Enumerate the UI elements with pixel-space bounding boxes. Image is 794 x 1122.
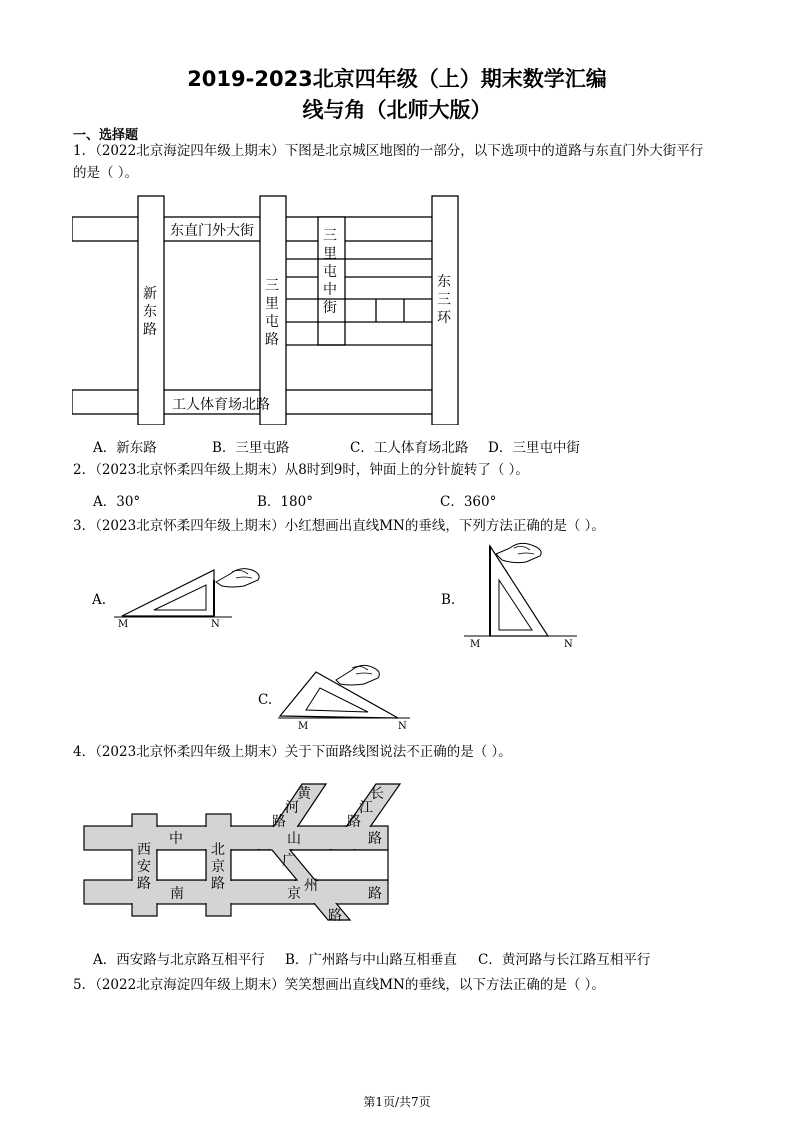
question-5-text: 5．（2022北京海淀四年级上期末）笑笑想画出直线MN的垂线，以下方法正确的是（ ）。 [73,977,605,993]
q4-option-c: C．黄河路与长江路互相平行 [478,952,651,968]
map-label-nanjing-lu: 路 [368,886,382,902]
q4-option-a: A．西安路与北京路互相平行 [93,952,265,968]
char: 路 [211,876,225,892]
q1-street-map [72,195,462,425]
map-label-guang: 广 [282,853,296,869]
section-heading: 一、选择题 [73,128,139,143]
char: 安 [137,859,151,875]
char: 里 [323,246,337,262]
char: 西 [137,842,151,858]
point-n-label: N [211,619,220,630]
page-title: 2019-2023北京四年级（上）期末数学汇编 [187,67,607,91]
map-label-he: 河 [285,800,299,816]
q1-option-a: A．新东路 [93,440,157,456]
map-label-dongzhimen: 东直门外大街 [170,223,254,239]
q1-option-b: B．三里屯路 [212,440,290,456]
map-label-chang: 长 [370,786,384,802]
question-1-line-1: 1．（2022北京海淀四年级上期末）下图是北京城区地图的一部分，以下选项中的道路与东直门外大街平行 [73,143,704,159]
char: 路 [143,322,157,338]
char: 京 [211,859,225,875]
map-label-jing: 京 [287,886,301,902]
char: 东 [143,304,157,320]
point-m-label: M [298,721,309,732]
map-label-dongsanhuan [437,273,453,327]
question-1-text [73,140,733,184]
map-label-huang: 黄 [297,786,311,802]
point-n-label: N [398,721,407,732]
point-m-label: M [118,619,129,630]
char: 新 [143,286,157,302]
question-2-text: 2．（2023北京怀柔四年级上期末）从8时到9时，钟面上的分针旋转了（ ）。 [73,462,529,478]
char: 三 [265,278,279,294]
map-label-jiang: 江 [359,800,373,816]
char: 中 [323,282,337,298]
map-label-xindong-road [143,285,159,339]
map-label-xian-road [137,842,153,893]
char: 三 [323,228,337,244]
map-label-sanlitun-road [265,277,281,349]
question-3-text: 3．（2023北京怀柔四年级上期末）小红想画出直线MN的垂线，下列方法正确的是（ ）。 [73,518,605,534]
char: 屯 [323,264,337,280]
map-label-zhou: 州 [304,878,318,894]
char: 街 [323,300,337,316]
q1-option-c: C．工人体育场北路 [350,440,469,456]
map-label-gongti-beilu: 工人体育场北路 [172,397,270,413]
q2-option-b: B．180° [257,494,313,510]
char: 环 [437,310,451,326]
q4-route-map [82,780,412,935]
q3-option-a-label: A. [92,592,107,608]
map-label-sanlitun-zhongjie [323,227,339,317]
q3-figure-b [462,540,592,655]
char: 三 [437,292,451,308]
map-label-huanghe-lu: 路 [272,814,286,830]
map-label-changjiang-lu: 路 [347,814,361,830]
question-4-text: 4．（2023北京怀柔四年级上期末）关于下面路线图说法不正确的是（ ）。 [73,744,512,760]
q3-figure-a [112,560,272,636]
point-n-label: N [564,639,573,650]
q4-option-b: B．广州路与中山路互相垂直 [285,952,457,968]
page-subtitle: 线与角（北师大版） [302,98,492,122]
char: 北 [211,842,225,858]
char: 路 [265,332,279,348]
char: 路 [137,876,151,892]
q2-option-a: A．30° [93,494,141,510]
char: 里 [265,296,279,312]
q3-option-c-label: C. [258,692,273,708]
q1-option-d: D．三里屯中街 [488,440,580,456]
char: 东 [437,274,451,290]
map-label-shan: 山 [287,831,301,847]
q3-figure-c [276,660,416,738]
q3-option-b-label: B. [441,592,456,608]
map-label-nan: 南 [170,886,184,902]
map-label-zhongshan-lu: 路 [368,831,382,847]
q2-option-c: C．360° [440,494,497,510]
point-m-label: M [470,639,481,650]
page-number: 第1页/共7页 [363,1095,431,1109]
question-1-line-2: 的是（ ）。 [73,165,139,181]
map-label-zhong: 中 [169,831,183,847]
map-label-beijing-road [211,842,227,893]
char: 屯 [265,314,279,330]
map-label-guangzhou-lu: 路 [328,908,342,924]
